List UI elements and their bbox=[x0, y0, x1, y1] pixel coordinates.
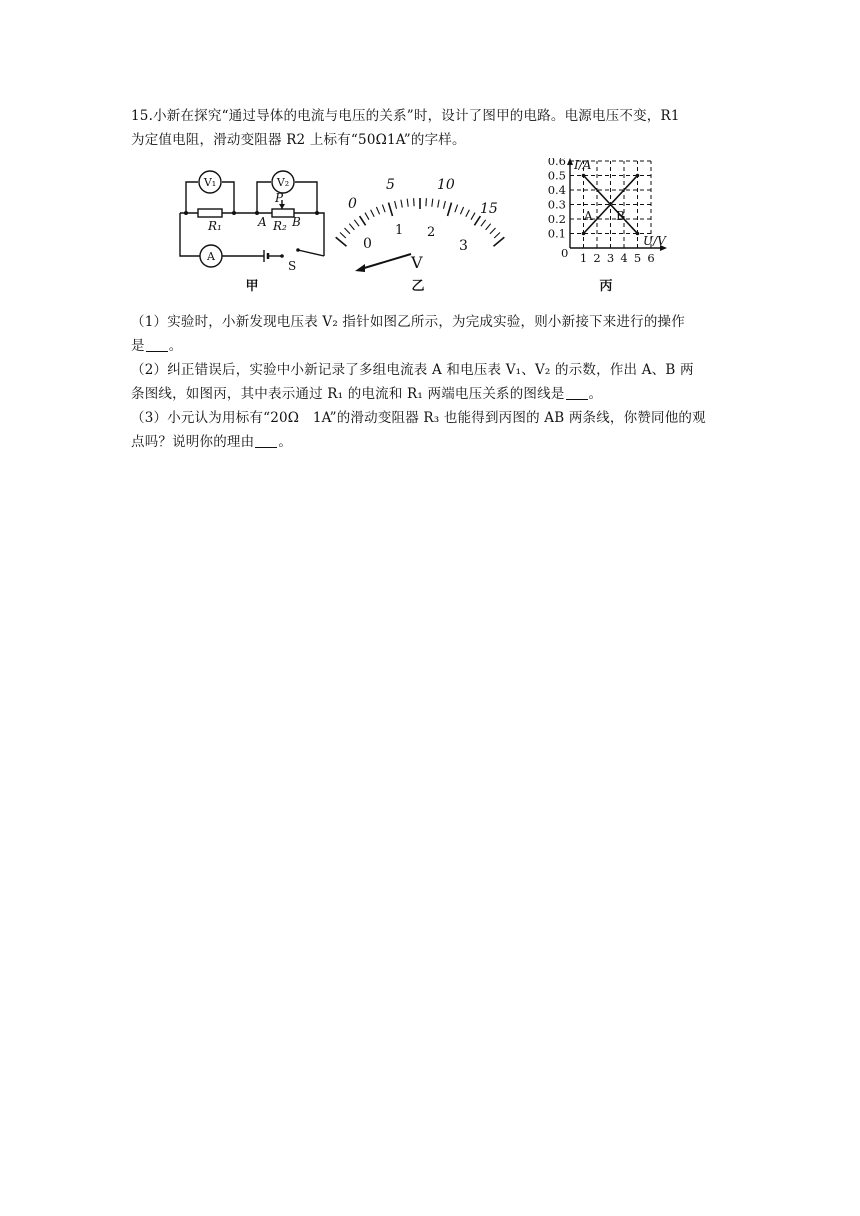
dial-tick bbox=[349, 224, 354, 230]
dial-tick bbox=[471, 213, 475, 220]
figure-bing-caption: 丙 bbox=[599, 279, 613, 294]
dial-tick bbox=[444, 201, 446, 209]
dial-tick bbox=[438, 200, 439, 208]
dial-tick bbox=[414, 198, 415, 206]
q3-line-2 bbox=[131, 430, 731, 454]
y-tick: 0.1 bbox=[547, 226, 566, 241]
dial-tick bbox=[460, 207, 463, 214]
y-tick: 0.6 bbox=[547, 158, 566, 168]
x-tick: 3 bbox=[606, 251, 615, 265]
dial-tick bbox=[360, 216, 366, 225]
figure-jia-caption: 甲 bbox=[245, 279, 259, 294]
dial-outer-0: 0 bbox=[348, 196, 357, 212]
dial-needle bbox=[361, 254, 411, 269]
series-point-b bbox=[582, 174, 586, 178]
answer-blank-3[interactable] bbox=[255, 433, 277, 448]
y-tick: 0.5 bbox=[547, 168, 566, 183]
q3-period: 。 bbox=[278, 434, 293, 450]
dial-tick bbox=[395, 201, 397, 209]
voltmeter-dial-yi bbox=[335, 158, 505, 298]
q3-text: 点吗？说明你的理由 bbox=[131, 434, 255, 450]
series-point-a bbox=[636, 174, 640, 178]
voltmeter-v2-label: V₂ bbox=[276, 176, 290, 189]
x-tick: 1 bbox=[579, 251, 588, 265]
origin-label: 0 bbox=[561, 246, 569, 260]
problem-intro bbox=[131, 104, 731, 152]
q1-line-1: （1）实验时，小新发现电压表 V₂ 指针如图乙所示，为完成实验，则小新接下来进行的操作 bbox=[131, 314, 685, 330]
dial-inner-2: 2 bbox=[427, 225, 436, 240]
x-tick: 6 bbox=[647, 251, 655, 265]
y-tick: 0.4 bbox=[547, 183, 566, 197]
dial-tick bbox=[494, 237, 505, 246]
q1-line-2 bbox=[131, 334, 731, 358]
line-b-label: B bbox=[616, 209, 625, 223]
dial-tick bbox=[371, 210, 375, 217]
q2-line-2 bbox=[131, 382, 731, 406]
x-tick-labels bbox=[580, 251, 655, 265]
q1-period: 。 bbox=[168, 338, 183, 354]
dial-tick bbox=[466, 210, 470, 217]
series-point-b bbox=[636, 232, 640, 236]
intro-line-1: 15.小新在探究“通过导体的电流与电压的关系”时，设计了图甲的电路。电源电压不变，R1 bbox=[131, 108, 680, 124]
dial-tick bbox=[448, 203, 452, 216]
resistor-r1-label: R₁ bbox=[208, 219, 222, 233]
dial-tick bbox=[389, 203, 393, 216]
dial-outer-10: 10 bbox=[437, 177, 455, 193]
intro-line-2: 为定值电阻，滑动变阻器 R2 上标有“50Ω1A”的字样。 bbox=[131, 132, 466, 148]
needle-tip bbox=[355, 264, 365, 272]
y-tick: 0.3 bbox=[547, 197, 566, 212]
figure-yi-caption: 乙 bbox=[411, 279, 425, 294]
y-tick: 0.2 bbox=[547, 212, 566, 226]
x-tick: 2 bbox=[593, 251, 601, 265]
dial-tick bbox=[345, 228, 351, 234]
line-a-label: A bbox=[584, 209, 593, 223]
dial-tick bbox=[486, 224, 491, 230]
q2-line-1: （2）纠正错误后，实验中小新记录了多组电流表 A 和电压表 V₁、V₂ 的示数，作出 A、B 两 bbox=[131, 362, 694, 378]
dial-tick bbox=[376, 207, 379, 214]
y-tick-labels bbox=[548, 158, 566, 241]
dial-unit-label: V bbox=[411, 253, 423, 272]
answer-blank-1[interactable] bbox=[146, 337, 168, 352]
dial-outer-15: 15 bbox=[480, 201, 498, 217]
switch-s-label: S bbox=[288, 259, 297, 273]
end-a-label: A bbox=[258, 215, 267, 229]
dial-tick bbox=[494, 233, 500, 239]
q2-text: 条图线，如图丙，其中表示通过 R₁ 的电流和 R₁ 两端电压关系的图线是 bbox=[131, 386, 565, 402]
dial-outer-5: 5 bbox=[386, 177, 395, 193]
dial-tick bbox=[455, 205, 458, 213]
ammeter-label: A bbox=[207, 250, 215, 263]
dial-inner-3: 3 bbox=[459, 238, 468, 254]
y-axis-label: I/A bbox=[574, 158, 592, 172]
q1-text: 是 bbox=[131, 338, 145, 354]
dial-tick bbox=[401, 200, 402, 208]
questions bbox=[131, 310, 731, 454]
resistor-r2-label: R₂ bbox=[273, 219, 287, 233]
dial-ticks bbox=[336, 198, 505, 246]
end-b-label: B bbox=[292, 215, 301, 229]
dial-tick bbox=[336, 237, 347, 246]
dial-tick bbox=[382, 205, 385, 213]
dial-tick bbox=[365, 213, 369, 220]
q2-period: 。 bbox=[588, 386, 603, 402]
answer-blank-2[interactable] bbox=[566, 385, 588, 400]
q3-line-1: （3）小元认为用标有“20Ω 1A”的滑动变阻器 R₃ 也能得到丙图的 AB 两条线，你赞同他的观 bbox=[131, 410, 706, 426]
circuit-diagram-jia bbox=[172, 158, 332, 298]
dial-tick bbox=[426, 198, 427, 206]
voltmeter-v1-label: V₁ bbox=[203, 176, 217, 189]
dial-tick bbox=[432, 199, 433, 207]
dial-tick bbox=[354, 220, 359, 226]
dial-tick bbox=[340, 233, 346, 239]
dial-tick bbox=[481, 220, 486, 226]
dial-tick bbox=[407, 199, 408, 207]
x-tick: 5 bbox=[633, 251, 642, 265]
x-axis-label: U/V bbox=[643, 234, 666, 248]
iu-graph-bing bbox=[528, 158, 668, 298]
dial-tick bbox=[490, 228, 496, 234]
slider-p-label: P bbox=[275, 191, 284, 205]
x-tick: 4 bbox=[620, 251, 628, 265]
series-point-a bbox=[582, 232, 586, 236]
dial-tick bbox=[474, 216, 480, 225]
dial-inner-1: 1 bbox=[395, 223, 404, 238]
dial-inner-0: 0 bbox=[363, 236, 372, 252]
